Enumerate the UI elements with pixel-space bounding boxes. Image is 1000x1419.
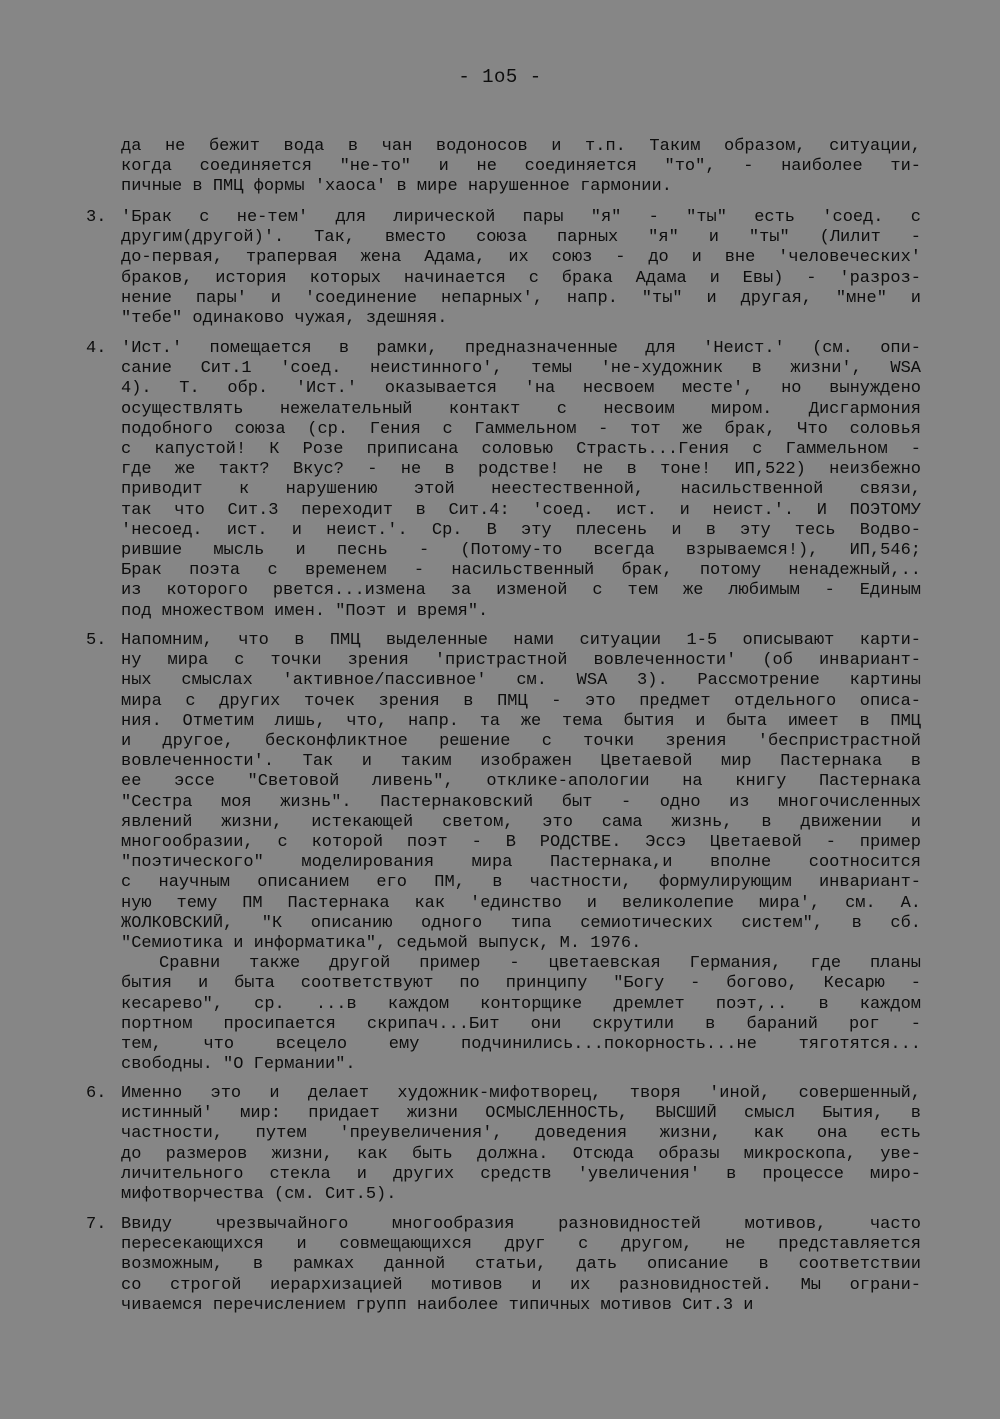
text-line: ну мира с точки зрения 'пристрастной вовлеченности' (об инвариант- [121, 651, 921, 671]
text-line: чиваемся перечислением групп наиболее типичных мотивов Сит.3 и [121, 1295, 754, 1315]
text-line: "Сестра моя жизнь". Пастернаковский быт - одно из многочисленных [121, 792, 921, 812]
text-line: вовлеченности'. Так и таким изображен Цветаевой мир Пастернака в [121, 752, 921, 772]
text-line: Напомним, что в ПМЦ выделенные нами ситуации 1-5 описывают карти- [121, 631, 921, 650]
text-line: до размеров жизни, как быть должна. Отсюда образы микроскопа, уве- [121, 1144, 921, 1164]
text-line: "Семиотика и информатика", седьмой выпуск, М. 1976. [121, 934, 642, 954]
text-line: Сравни также другой пример - цветаевская Германия, где планы [159, 954, 921, 974]
item-paragraph [121, 339, 921, 622]
text-line: "тебе" одинаково чужая, здешняя. [121, 309, 448, 329]
text-line: когда соединяется "не-то" и не соединяется "то", - наиболее ти- [121, 157, 921, 177]
text-line: частности, путем 'преувеличения', доведения жизни, как она есть [121, 1124, 921, 1144]
text-line: рившие мысль и песнь - (Потому-то всегда взрываемся!), ИП,546; [121, 541, 921, 561]
item-paragraph [121, 1084, 921, 1205]
text-line: возможным, в рамках данной статьи, дать описание в соответствии [121, 1255, 921, 1275]
text-line: другим(другой)'. Так, вместо союза парных "я" и "ты" (Лилит - [121, 228, 921, 248]
text-line: мира с других точек зрения в ПМЦ - это предмет отдельного описа- [121, 691, 921, 711]
text-line: Именно это и делает художник-мифотворец, творя 'иной, совершенный, [121, 1084, 921, 1103]
text-line: ных смыслах 'активное/пассивное' см. WSA 3). Рассмотрение картины [121, 671, 921, 691]
text-line: 'Ист.' помещается в рамки, предназначенные для 'Неист.' (см. опи- [121, 339, 921, 358]
text-line: с научным описанием его ПМ, в частности, формулирующим инвариант- [121, 873, 921, 893]
item-paragraph [121, 208, 921, 329]
text-line: осуществлять нежелательный контакт с несвоим миром. Дисгармония [121, 399, 921, 419]
text-line: свободны. "О Германии". [121, 1055, 356, 1075]
text-line: многообразии, с которой поэт - В РОДСТВЕ. Эссэ Цветаевой - пример [121, 833, 921, 853]
item-number: 6. [86, 1084, 107, 1103]
text-line: истинный' мир: придает жизни ОСМЫСЛЕННОСТЬ, ВЫСШИЙ смысл Бытия, в [121, 1104, 921, 1124]
text-line: со строгой иерархизацией мотивов и их разновидностей. Мы ограни- [121, 1275, 921, 1295]
text-line: под множеством имен. "Поэт и время". [121, 601, 489, 621]
text-line: нение пары' и 'соединение непарных', напр. "ты" и другая, "мне" и [121, 288, 921, 308]
page-number: - 1o5 - [458, 66, 542, 88]
text-line: Брак поэта с временем - насильственный брак, потому ненадежный,.. [121, 561, 921, 581]
text-line: подобного союза (ср. Гения с Гаммельном - тот же брак, Что соловья [121, 419, 921, 439]
text-line: "поэтического" моделирования мира Пастернака,и вполне соотносится [121, 853, 921, 873]
text-line: приводит к нарушению этой неестественной, насильственной связи, [121, 480, 921, 500]
text-line: ную тему ПМ Пастернака как 'единство и великолепие мира', см. А. [121, 893, 921, 913]
text-line: мифотворчества (см. Сит.5). [121, 1185, 397, 1205]
item-number: 5. [86, 631, 107, 650]
text-line: до-первая, трапервая жена Адама, их союз - до и вне 'человеческих' [121, 248, 921, 268]
text-line: личительного стекла и других средств 'увеличения' в процессе миро- [121, 1164, 921, 1184]
text-line: ее эссе "Световой ливень", отклике-апологии на книгу Пастернака [121, 772, 921, 792]
text-line: 'Брак с не-тем' для лирической пары "я" - "ты" есть 'соед. с [121, 208, 921, 227]
item-number: 7. [86, 1215, 107, 1234]
text-line: кесарево", ср. ...в каждом конторщике дремлет поэт,.. в каждом [121, 994, 921, 1014]
text-line: ЖОЛКОВСКИЙ, "К описанию одного типа семиотических систем", в сб. [121, 913, 921, 933]
text-line: бытия и быта соответствуют по принципу "Богу - богово, Кесарю - [121, 974, 921, 994]
item-number: 4. [86, 339, 107, 358]
item-paragraph [121, 1215, 921, 1316]
text-line: где же такт? Вкус? - не в родстве! не в тоне! ИП,522) неизбежно [121, 460, 921, 480]
text-line: да не бежит вода в чан водоносов и т.п. Таким образом, ситуации, [121, 137, 921, 156]
text-line: браков, история которых начинается с брака Адама и Евы) - 'разроз- [121, 268, 921, 288]
text-line: Ввиду чрезвычайного многообразия разновидностей мотивов, часто [121, 1215, 921, 1234]
text-line: явлений жизни, истекающей светом, это сама жизнь, в движении и [121, 812, 921, 832]
intro-paragraph [121, 137, 921, 198]
text-line: из которого рвется...измена за изменой с тем же любимым - Единым [121, 581, 921, 601]
text-line: и другое, бесконфликтное решение с точки зрения 'беспристрастной [121, 732, 921, 752]
text-line: с капустой! К Розе приписана соловью Страсть...Гения с Гаммельном - [121, 440, 921, 460]
text-line: портном просипается скрипач...Бит они скрутили в бараний рог - [121, 1014, 921, 1034]
text-line: тем, что всецело ему подчинились...покорность...не тяготятся... [121, 1035, 921, 1055]
text-line: сание Сит.1 'соед. неистинного', темы 'не-художник в жизни', WSA [121, 359, 921, 379]
text-line: пересекающихся и совмещающихся друг с другом, не представляется [121, 1235, 921, 1255]
text-line: ния. Отметим лишь, что, напр. та же тема бытия и быта имеет в ПМЦ [121, 711, 921, 731]
text-line: 'несоед. ист. и неист.'. Ср. В эту плесень и в эту тесь Водво- [121, 520, 921, 540]
text-line: пичные в ПМЦ формы 'хаоса' в мире нарушенное гармонии. [121, 177, 672, 197]
text-line: 4). Т. обр. 'Ист.' оказывается 'на несвоем месте', но вынуждено [121, 379, 921, 399]
item-paragraph [121, 631, 921, 1075]
item-number: 3. [86, 208, 107, 227]
text-line: так что Сит.3 переходит в Сит.4: 'соед. ист. и неист.'. И ПОЭТОМУ [121, 500, 921, 520]
